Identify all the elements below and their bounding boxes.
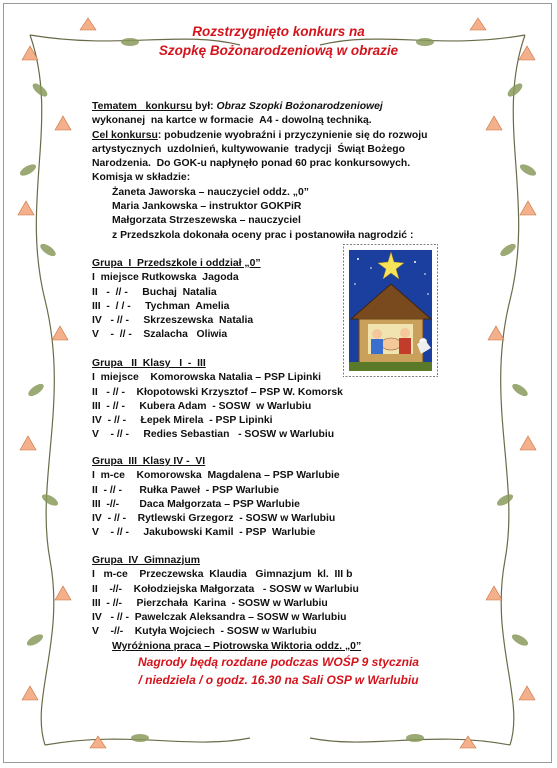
winner-entry: V - // - Jakubowski Kamil - PSP Warlubie bbox=[92, 527, 316, 539]
winner-entry: II - // - Buchaj Natalia bbox=[92, 286, 217, 298]
jury-member: Małgorzata Strzeszewska – nauczyciel bbox=[112, 215, 301, 227]
winner-entry: III - // - Kubera Adam - SOSW w Warlubiu bbox=[92, 400, 312, 412]
special-mention: Wyróżniona praca – Piotrowska Wiktoria oddz. „0” bbox=[112, 640, 362, 652]
winner-entry: V -//- Kutyła Wojciech - SOSW w Warlubiu bbox=[92, 626, 317, 638]
group-heading: Grupa III Klasy IV - VI bbox=[92, 456, 206, 467]
group-3 bbox=[92, 455, 492, 541]
jury-label: Komisja w składzie: bbox=[92, 172, 191, 184]
winner-entry: III -//- Daca Małgorzata – PSP Warlubie bbox=[92, 498, 300, 510]
goal-line-2: artystycznych uzdolnień, kultywowanie tradycji Świąt Bożego bbox=[92, 143, 405, 155]
goal-line-3: Narodzenia. Do GOK-u napłynęło ponad 60 prac konkursowych. bbox=[92, 158, 411, 170]
group-heading: Grupa I Przedszkole i oddział „0” bbox=[92, 258, 261, 269]
title-line-2: Szopkę Bożonarodzeniową w obrazie bbox=[158, 43, 399, 58]
theme-line-2: wykonanej na kartce w formacie A4 - dowolną techniką. bbox=[92, 115, 372, 127]
winner-entry: III - / / - Tychman Amelia bbox=[92, 300, 230, 312]
nativity-picture bbox=[343, 244, 438, 377]
jury-decision: z Przedszkola dokonała oceny prac i postanowiła nagrodzić : bbox=[112, 229, 414, 241]
winner-entry: IV - // - Rytlewski Grzegorz - SOSW w Warlubiu bbox=[92, 513, 336, 525]
winner-entry: I miejsce Komorowska Natalia – PSP Lipinki bbox=[92, 372, 322, 384]
theme-label: Tematem konkursu bbox=[92, 101, 193, 112]
goal-text: : pobudzenie wyobraźni i przyczynienie się do rozwoju bbox=[157, 129, 428, 141]
winner-entry: I m-ce Komorowska Magdalena – PSP Warlubie bbox=[92, 470, 340, 482]
winner-entry: II -//- Kołodziejska Małgorzata - SOSW w Warlubiu bbox=[92, 583, 359, 595]
winner-entry: IV - // - Pawelczak Aleksandra – SOSW w Warlubiu bbox=[92, 612, 347, 624]
winner-entry: II - // - Kłopotowski Krzysztof – PSP W. Komorsk bbox=[92, 386, 343, 398]
group-4 bbox=[92, 554, 492, 654]
winner-entry: I miejsce Rutkowska Jagoda bbox=[92, 272, 239, 284]
winner-entry: V - // - Szalacha Oliwia bbox=[92, 329, 228, 341]
theme-work: Obraz Szopki Bożonarodzeniowej bbox=[216, 101, 383, 112]
footer-line-1: Nagrody będą rozdane podczas WOŚP 9 stycznia bbox=[138, 655, 419, 669]
title-line-1: Rozstrzygnięto konkurs na bbox=[192, 24, 365, 39]
group-heading: Grupa II Klasy I - III bbox=[92, 358, 206, 369]
theme-connector: był: bbox=[192, 101, 217, 112]
goal-line bbox=[92, 129, 492, 143]
winner-entry: III - //- Pierzchała Karina - SOSW w Warlubiu bbox=[92, 597, 328, 609]
winner-entry: IV - // - Skrzeszewska Natalia bbox=[92, 315, 254, 327]
group-heading: Grupa IV Gimnazjum bbox=[92, 555, 200, 566]
winner-entry: II - // - Rułka Paweł - PSP Warlubie bbox=[92, 484, 280, 496]
winner-entry: IV - // - Łepek Mirela - PSP Lipinki bbox=[92, 415, 273, 427]
intro-section bbox=[92, 100, 492, 243]
goal-label: Cel konkursu bbox=[92, 129, 158, 141]
jury-member: Żaneta Jaworska – nauczyciel oddz. „0” bbox=[112, 186, 309, 198]
jury-member: Maria Jankowska – instruktor GOKPiR bbox=[112, 201, 302, 213]
winner-entry: I m-ce Przeczewska Klaudia Gimnazjum kl. III b bbox=[92, 569, 353, 581]
theme-line bbox=[92, 100, 492, 114]
footer-line-2: / niedziela / o godz. 16.30 na Sali OSP w Warlubiu bbox=[138, 673, 419, 687]
winner-entry: V - // - Redies Sebastian - SOSW w Warlubiu bbox=[92, 429, 335, 441]
